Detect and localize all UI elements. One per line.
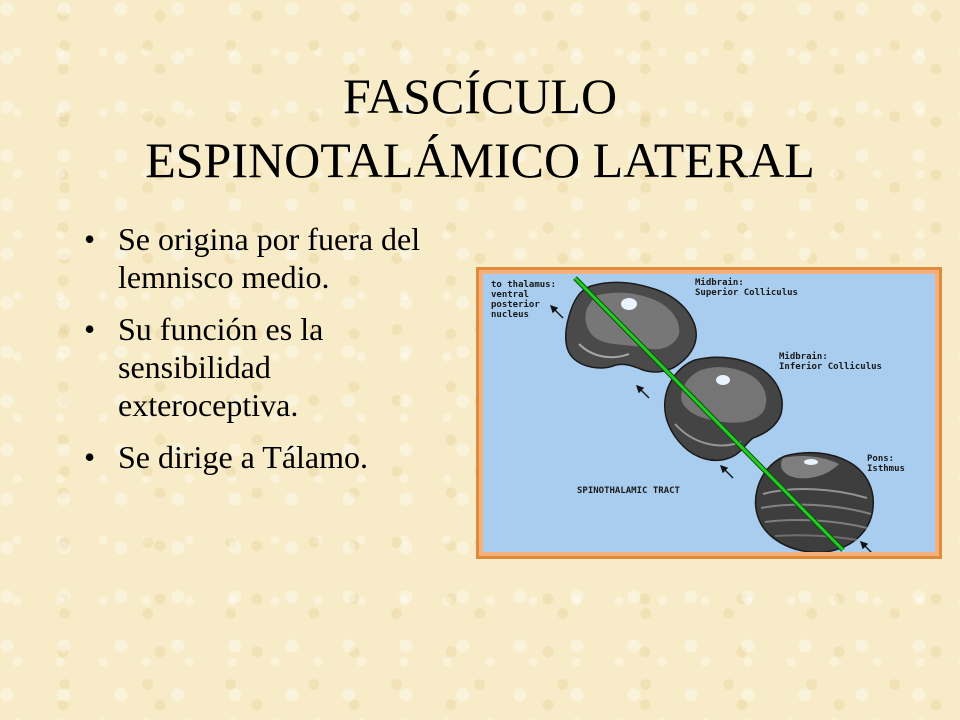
spinothalamic-figure (476, 267, 942, 559)
slide-title (40, 64, 920, 192)
bullet-item (80, 310, 450, 424)
pons-isthmus-section (756, 453, 874, 552)
thalamus-label: to thalamus: ventral posterior nucleus (491, 280, 557, 320)
superior-colliculus-label: Midbrain: Superior Colliculus (695, 278, 798, 298)
inferior-colliculus-section (665, 357, 783, 460)
spinothalamic-tract-label: SPINOTHALAMIC TRACT (577, 486, 680, 496)
title-line-2: ESPINOTALÁMICO LATERAL (145, 132, 815, 188)
bullet-marker: • (84, 221, 96, 257)
inferior-colliculus-label: Midbrain: Inferior Colliculus (779, 352, 882, 372)
bullet-text: Su función es la sensibilidad exteroceptiva. (118, 311, 324, 423)
bullet-text: Se origina por fuera del lemnisco medio. (118, 221, 421, 295)
bullet-item (80, 220, 450, 296)
title-line-1: FASCÍCULO (342, 68, 618, 124)
bullet-text: Se dirige a Tálamo. (118, 439, 368, 475)
pons-isthmus-label: Pons: Isthmus (867, 454, 905, 474)
bullet-marker: • (84, 439, 96, 475)
bullet-list (80, 220, 450, 490)
bullet-item (80, 438, 450, 476)
figure-canvas (483, 274, 935, 552)
bullet-marker: • (84, 311, 96, 347)
superior-colliculus-section (566, 282, 696, 372)
spinothalamic-tract-line (575, 278, 843, 550)
